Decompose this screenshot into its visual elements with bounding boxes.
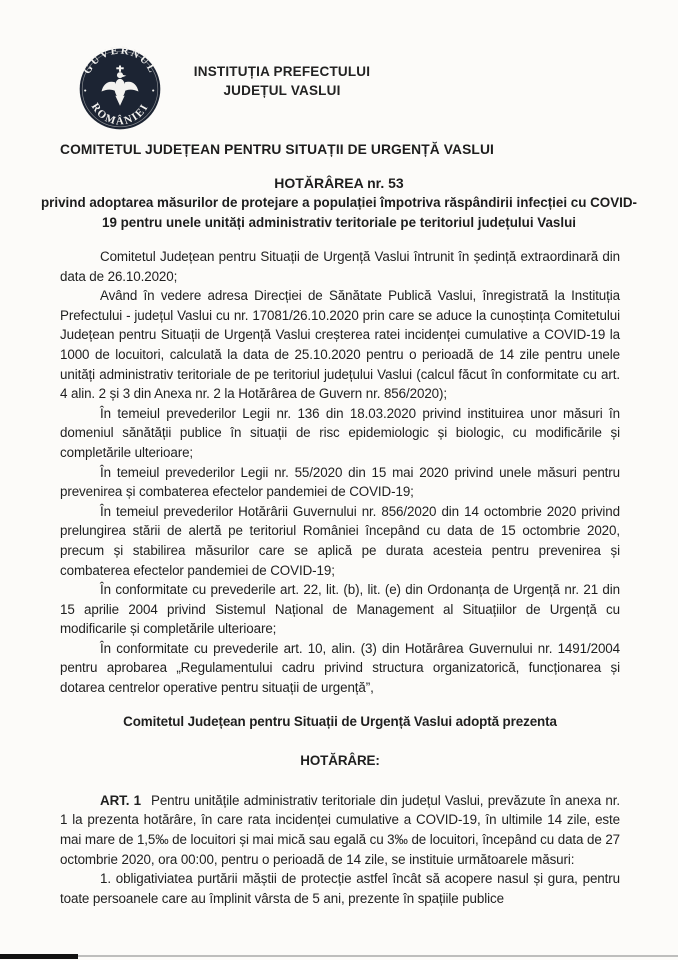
recital-dsp-address: Având în vedere adresa Direcției de Sănătate Publică Vaslui, înregistrată la Instituția Prefectului - județul Vaslui cu nr. 17081/26.10.2020 prin care se aduce la cunoștința Comitetului Județean pentru Situații de Urgență Vaslui creșterea ratei incidenței cumulative a COVID-19 la 1000 de locuitori, calculată la data de 25.10.2020 pentru o perioadă de 14 zile pentru unele unități administrativ teritoriale de pe teritoriul județului Vaslui (calcul făcut în conformitate cu art. 4 alin. 2 și 3 din Anexa nr. 2 la Hotărârea de Guvern nr. 856/2020); <box>60 288 620 402</box>
recital-session: Comitetul Județean pentru Situații de Urgență Vaslui întrunit în ședință extraordinară din data de 26.10.2020; <box>60 249 620 284</box>
recital-law-55: În temeiul prevederilor Legii nr. 55/2020 din 15 mai 2020 privind unele măsuri pentru prevenirea și combaterea efectelor pandemiei de COVID-19; <box>60 464 620 500</box>
document-body <box>60 247 620 908</box>
scan-edge-artifact <box>0 955 678 957</box>
recital-hg-856: În temeiul prevederilor Hotărârii Guvernului nr. 856/2020 din 14 octombrie 2020 privind prelungirea stării de alertă pe teritoriul României începând cu data de 15 octombrie 2020, precum și stabilirea măsurilor care se aplică pe durata acesteia pentru prevenirea și combaterea efectelor pandemiei de COVID-19; <box>60 503 620 578</box>
svg-text:ROMÂNIEI: ROMÂNIEI <box>88 101 152 128</box>
committee-title: COMITETUL JUDEȚEAN PENTRU SITUAȚII DE URGENȚĂ VASLUI <box>60 142 494 157</box>
decision-subject: privind adoptarea măsurilor de protejare a populației împotriva răspândirii infecției cu COVID-19 pentru unele unități administrativ teritoriale pe teritoriul județului Vaslui <box>40 195 638 230</box>
institution-line-2: JUDEȚUL VASLUI <box>223 83 341 98</box>
institution-name <box>182 62 382 100</box>
recital-oug-21: În conformitate cu prevederile art. 22, lit. (b), lit. (e) din Ordonanța de Urgență nr. 21 din 15 aprilie 2004 privind Sistemul Național de Management al Situațiilor de Urgență cu modificarile și completările ulterioare; <box>60 582 620 637</box>
decision-heading: HOTĂRÂRE: <box>300 753 380 769</box>
article-1-text: Pentru unitățile administrativ teritoriale din județul Vaslui, prevăzute în anexa nr. 1 la prezenta hotărâre, în care rata incidenței cumulative a COVID-19, în ultimile 14 zile, este mai mare de 1,5‰ de locuitori și mai mică sau egală cu 3‰ de locuitori, începând cu data de 27 octombrie 2020, ora 00:00, pentru o perioadă de 14 zile, se instituie următoarele măsuri: <box>60 792 621 867</box>
svg-text:GUVERNUL: GUVERNUL <box>81 46 159 77</box>
scan-edge-dark-segment <box>0 954 78 959</box>
decision-number: HOTĂRÂREA nr. 53 <box>274 175 404 191</box>
institution-line-1: INSTITUȚIA PREFECTULUI <box>193 64 371 79</box>
article-1-label: ART. 1 <box>100 792 141 808</box>
adoption-clause: Comitetul Județean pentru Situații de Urgență Vaslui adoptă prezenta <box>123 713 557 729</box>
article-1 <box>60 791 620 869</box>
svg-text:•: • <box>83 86 87 96</box>
romanian-government-seal-icon <box>78 46 162 132</box>
recital-hg-1491: În conformitate cu prevederile art. 10, alin. (3) din Hotărârea Guvernului nr. 1491/2004 pentru aprobarea „Regulamentului cadru privind structura organizatorică, funcționarea și dotarea centrelor operative pentru situații de urgență”, <box>60 640 620 696</box>
letterhead <box>0 0 678 132</box>
recital-law-136: În temeiul prevederilor Legii nr. 136 din 18.03.2020 privind instituirea unor măsuri în domeniul sănătății publice în situații de risc epidemiologic și biologic, cu modificările și completările ulterioare; <box>60 405 620 460</box>
measure-1: 1. obligativiatea purtării măștii de protecție astfel încât să acopere nasul și gura, pentru toate persoanele care au împlinit vârsta de 5 ani, prezente în spațiile publice <box>60 871 620 906</box>
svg-text:•: • <box>151 86 155 96</box>
